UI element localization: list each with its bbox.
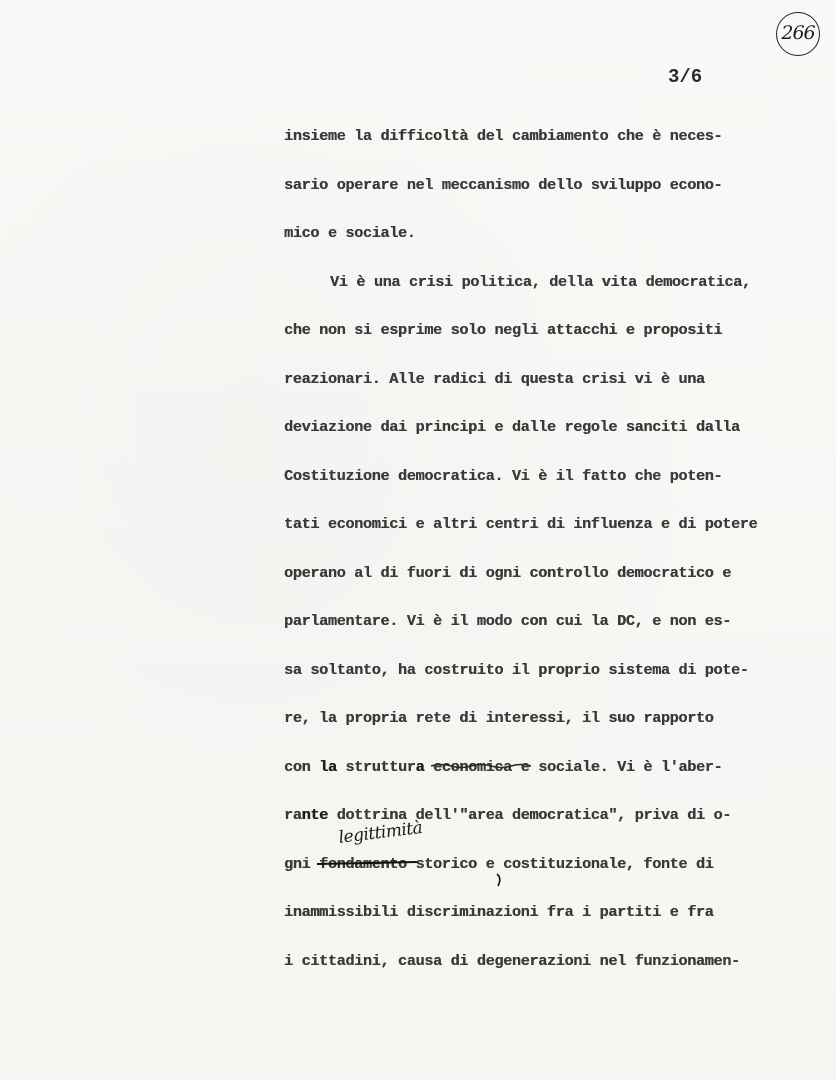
archive-number-stamp: 266	[776, 12, 820, 56]
text-line: reazionari. Alle radici di questa crisi vi è una	[284, 369, 705, 388]
text-line-corrected	[284, 849, 804, 898]
text-line: Costituzione democratica. Vi è il fatto che poten-	[284, 466, 723, 485]
text-fragment: economica	[433, 757, 512, 776]
page-number: 3/6	[668, 66, 703, 88]
text-fragment: struttur	[336, 757, 416, 776]
text-fragment	[424, 758, 433, 776]
text-fragment: con	[284, 757, 320, 776]
text-line: re, la propria rete di interessi, il suo rapporto	[284, 709, 714, 727]
text-fragment: ra	[284, 806, 302, 824]
text-line: sa soltanto, ha costruito il proprio sistema di pote-	[284, 660, 749, 679]
text-line-corrected	[284, 752, 804, 801]
overtyped-word-economica	[433, 752, 512, 782]
text-line: sario operare nel meccanismo dello sviluppo econo-	[284, 175, 723, 194]
text-line: mico e sociale.	[284, 224, 416, 242]
text-line: che non si esprime solo negli attacchi e propositi	[284, 321, 723, 339]
text-line: Vi è una crisi politica, della vita democratica,	[330, 272, 751, 291]
text-fragment: dottrina dell'"area democratica", priva di o-	[327, 806, 731, 824]
text-line: parlamentare. Vi è il modo con cui la DC, e non es-	[284, 612, 731, 630]
text-fragment: fondamento	[319, 854, 407, 873]
handwritten-comma	[494, 872, 506, 888]
handwritten-correction: legittimità	[337, 817, 424, 848]
text-fragment: gni	[284, 854, 320, 873]
text-line: insieme la difficoltà del cambiamento che è neces-	[284, 127, 723, 145]
text-line: inammissibili discriminazioni fra i partiti e fra	[284, 903, 714, 921]
text-line: operano al di fuori di ogni controllo democratico e	[284, 563, 731, 582]
text-line: tati economici e altri centri di influenza e di potere	[284, 515, 758, 533]
typewritten-body	[284, 121, 804, 994]
overtyped-letter: a	[415, 757, 425, 776]
text-line: i cittadini, causa di degenerazioni nel funzionamen-	[284, 951, 740, 970]
struck-word	[319, 849, 407, 879]
overtyped-word: la	[319, 757, 337, 776]
text-fragment: storico e costituzionale, fonte di	[406, 854, 714, 873]
overtyped-letters: nte	[301, 806, 328, 824]
text-fragment: e sociale. Vi è l'aber-	[511, 757, 723, 776]
text-line: deviazione dai principi e dalle regole sanciti dalla	[284, 418, 740, 436]
